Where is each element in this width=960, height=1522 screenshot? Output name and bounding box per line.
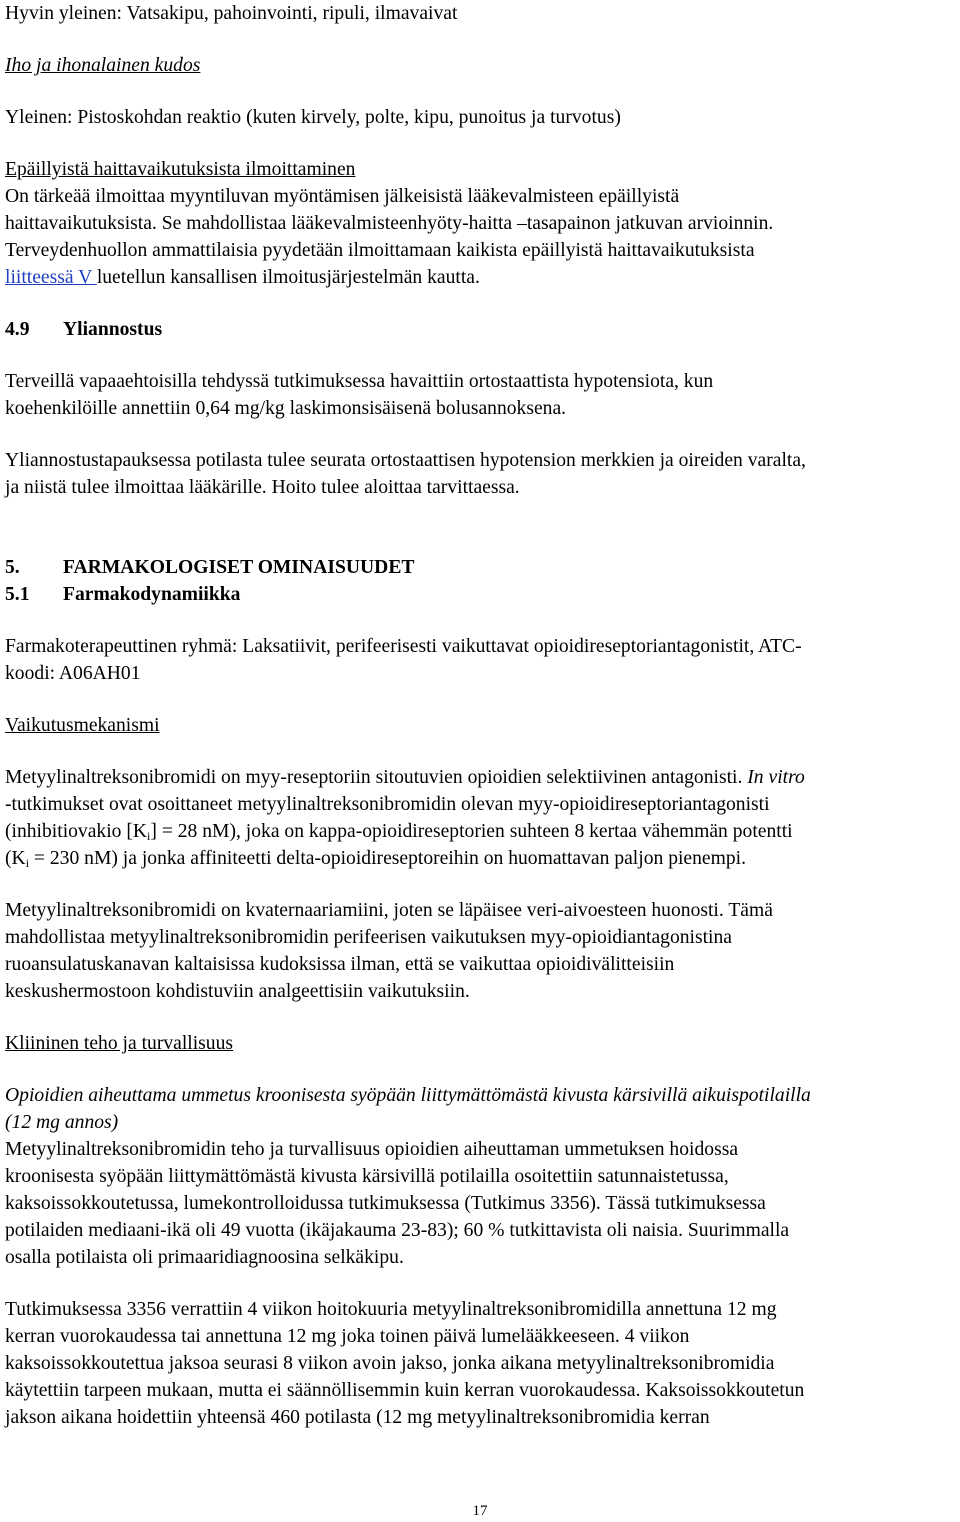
reporting-section bbox=[5, 156, 955, 291]
page-number: 17 bbox=[472, 1503, 488, 1519]
clinical-subheading: (12 mg annos) bbox=[5, 1112, 119, 1133]
skin-heading: Iho ja ihonalainen kudos bbox=[5, 55, 201, 76]
reporting-link-rest: luetellun kansallisen ilmoitusjärjestelmän kautta. bbox=[96, 267, 480, 288]
reporting-line: On tärkeää ilmoittaa myyntiluvan myöntämisen jälkeisistä lääkevalmisteen epäillyistä bbox=[5, 186, 680, 207]
reporting-line: haittavaikutuksista. Se mahdollistaa lääkevalmisteenhyöty-haitta –tasapainon jatkuvan arvioinnin. bbox=[5, 213, 774, 234]
section-number: 5. bbox=[5, 557, 20, 578]
clinical-paragraph-line: kaksoissokkoutetussa, lumekontrolloidussa tutkimuksessa (Tutkimus 3356). Tässä tutkimuksessa bbox=[5, 1193, 766, 1214]
overdose-paragraph-line: ja niistä tulee ilmoittaa lääkärille. Hoito tulee aloittaa tarvittaessa. bbox=[5, 477, 520, 498]
document-page bbox=[5, 0, 955, 1431]
mechanism-heading: Vaikutusmekanismi bbox=[5, 715, 160, 736]
reporting-line bbox=[5, 264, 955, 291]
overdose-paragraph-line: koehenkilöille annettiin 0,64 mg/kg laskimonsisäisenä bolusannoksena. bbox=[5, 398, 567, 419]
in-vitro-text: In vitro bbox=[747, 767, 805, 788]
clinical-paragraph-line: käytettiin tarpeen mukaan, mutta ei säännöllisemmin kuin kerran vuorokaudessa. Kaksoissokkoutetun bbox=[5, 1380, 805, 1401]
clinical-paragraph-line: kerran vuorokaudessa tai annettuna 12 mg joka toinen päivä lumelääkkeeseen. 4 viikon bbox=[5, 1326, 690, 1347]
quaternary-line: Metyylinaltreksonibromidi on kvaternaariamiini, joten se läpäisee veri-aivoesteen huonosti. Tämä bbox=[5, 900, 773, 921]
gi-adverse-line: Hyvin yleinen: Vatsakipu, pahoinvointi, ripuli, ilmavaivat bbox=[5, 3, 458, 24]
reporting-line: Terveydenhuollon ammattilaisia pyydetään ilmoittamaan kaikista epäillyistä haittavaikutuksista bbox=[5, 240, 755, 261]
section-title: FARMAKOLOGISET OMINAISUUDET bbox=[63, 557, 415, 578]
pharmacotherapeutic-group-line: Farmakoterapeuttinen ryhmä: Laksatiivit, perifeerisesti vaikuttavat opioidireseptoriantagonistit, ATC- bbox=[5, 636, 802, 657]
subscript-i: i bbox=[25, 856, 30, 870]
mechanism-line bbox=[5, 818, 955, 845]
skin-adverse-line: Yleinen: Pistoskohdan reaktio (kuten kirvely, polte, kipu, punoitus ja turvotus) bbox=[5, 107, 621, 128]
clinical-paragraph-line: osalla potilaista oli primaaridiagnoosina selkäkipu. bbox=[5, 1247, 404, 1268]
mechanism-line bbox=[5, 764, 955, 791]
pharmacotherapeutic-group-line: koodi: A06AH01 bbox=[5, 663, 141, 684]
mechanism-line bbox=[5, 845, 955, 872]
clinical-paragraph-line: jakson aikana hoidettiin yhteensä 460 potilasta (12 mg metyylinaltreksonibromidia kerran bbox=[5, 1407, 710, 1428]
section-4-9-heading bbox=[5, 316, 955, 343]
section-number: 5.1 bbox=[5, 584, 30, 605]
quaternary-line: keskushermostoon kohdistuviin analgeettisiin vaikutuksiin. bbox=[5, 981, 470, 1002]
mechanism-text: (K bbox=[5, 848, 26, 869]
appendix-v-link[interactable]: liitteessä V bbox=[5, 267, 97, 288]
clinical-paragraph-line: potilaiden mediaani-ikä oli 49 vuotta (ikäjakauma 23-83); 60 % tutkittavista oli naisia. Suurimmalla bbox=[5, 1220, 790, 1241]
reporting-heading: Epäillyistä haittavaikutuksista ilmoittaminen bbox=[5, 159, 356, 180]
clinical-heading: Kliininen teho ja turvallisuus bbox=[5, 1033, 234, 1054]
section-title: Farmakodynamiikka bbox=[63, 584, 241, 605]
clinical-subheading: Opioidien aiheuttama ummetus kroonisesta syöpään liittymättömästä kivusta kärsivillä aikuispotilailla bbox=[5, 1085, 811, 1106]
clinical-paragraph-line: kaksoissokkoutettua jaksoa seurasi 8 viikon avoin jakso, jonka aikana metyylinaltreksonibromidia bbox=[5, 1353, 775, 1374]
clinical-paragraph-line: kroonisesta syöpään liittymättömästä kivusta kärsivillä potilailla osoitettiin satunnaistetussa, bbox=[5, 1166, 729, 1187]
mechanism-text: = 230 nM) ja jonka affiniteetti delta-opioidireseptoreihin on huomattavan paljon pienempi. bbox=[29, 848, 747, 869]
subscript-i: i bbox=[147, 829, 151, 843]
section-number: 4.9 bbox=[5, 319, 30, 340]
quaternary-line: ruoansulatuskanavan kaltaisissa kudoksissa ilman, että se vaikuttaa opioidivälitteisiin bbox=[5, 954, 675, 975]
mechanism-text: Metyylinaltreksonibromidi on myy-reseptoriin sitoutuvien opioidien selektiivinen antagonisti. bbox=[5, 767, 748, 788]
clinical-paragraph-line: Metyylinaltreksonibromidin teho ja turvallisuus opioidien aiheuttaman ummetuksen hoidossa bbox=[5, 1139, 739, 1160]
clinical-paragraph-line: Tutkimuksessa 3356 verrattiin 4 viikon hoitokuuria metyylinaltreksonibromidilla annettuna 12 mg bbox=[5, 1299, 777, 1320]
overdose-paragraph-line: Yliannostustapauksessa potilasta tulee seurata ortostaattisen hypotension merkkien ja oireiden varalta, bbox=[5, 450, 806, 471]
section-5-1-heading bbox=[5, 581, 955, 608]
mechanism-text: ] = 28 nM), joka on kappa-opioidireseptorien suhteen 8 kertaa vähemmän potentti bbox=[150, 821, 793, 842]
mechanism-text: (inhibitiovakio [K bbox=[5, 821, 148, 842]
section-5-heading bbox=[5, 554, 955, 581]
overdose-paragraph-line: Terveillä vapaaehtoisilla tehdyssä tutkimuksessa havaittiin ortostaattista hypotensiota, kun bbox=[5, 371, 714, 392]
mechanism-line: -tutkimukset ovat osoittaneet metyylinaltreksonibromidin olevan myy-opioidireseptoriantagonisti bbox=[5, 794, 770, 815]
section-title: Yliannostus bbox=[63, 319, 163, 340]
quaternary-line: mahdollistaa metyylinaltreksonibromidin perifeerisen vaikutuksen myy-opioidiantagonistina bbox=[5, 927, 732, 948]
